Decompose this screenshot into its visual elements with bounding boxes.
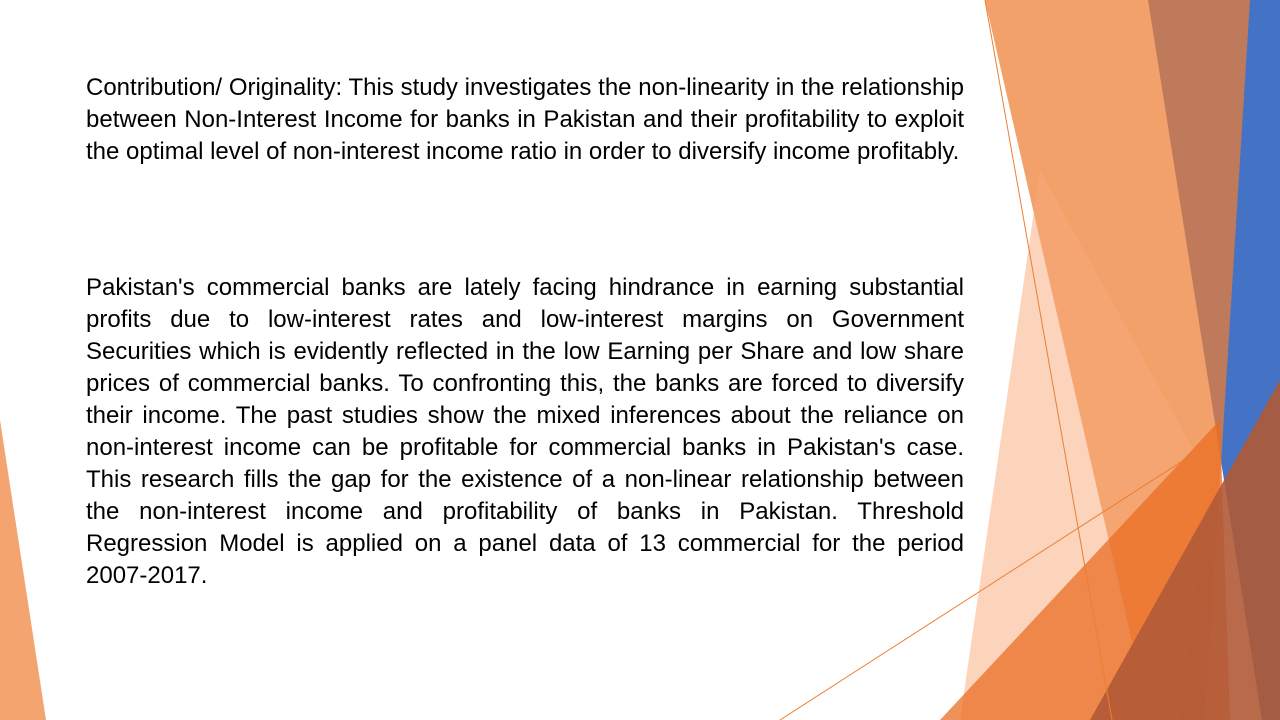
contribution-paragraph: Contribution/ Originality: This study investigates the non-linearity in the relationship between Non-Interest Income for banks in Pakistan and their profitability to exploit the optimal level of non-interest income ratio in order to diversify income profitably.	[86, 74, 964, 165]
left-orange-shape	[0, 420, 46, 720]
abstract-paragraph: Pakistan's commercial banks are lately facing hindrance in earning substantial profits due to low-interest rates and low-interest margins on Government Securities which is evidently reflected in the low Earning per Share and low share prices of commercial banks. To confronting this, the banks are forced to diversify their income. The past studies show the mixed inferences about the reliance on non-interest income can be profitable for commercial banks in Pakistan's case. This research fills the gap for the existence of a non-linear relationship between the non-interest income and profitability of banks in Pakistan. Threshold Regression Model is applied on a panel data of 13 commercial for the period 2007-2017.	[86, 274, 964, 589]
